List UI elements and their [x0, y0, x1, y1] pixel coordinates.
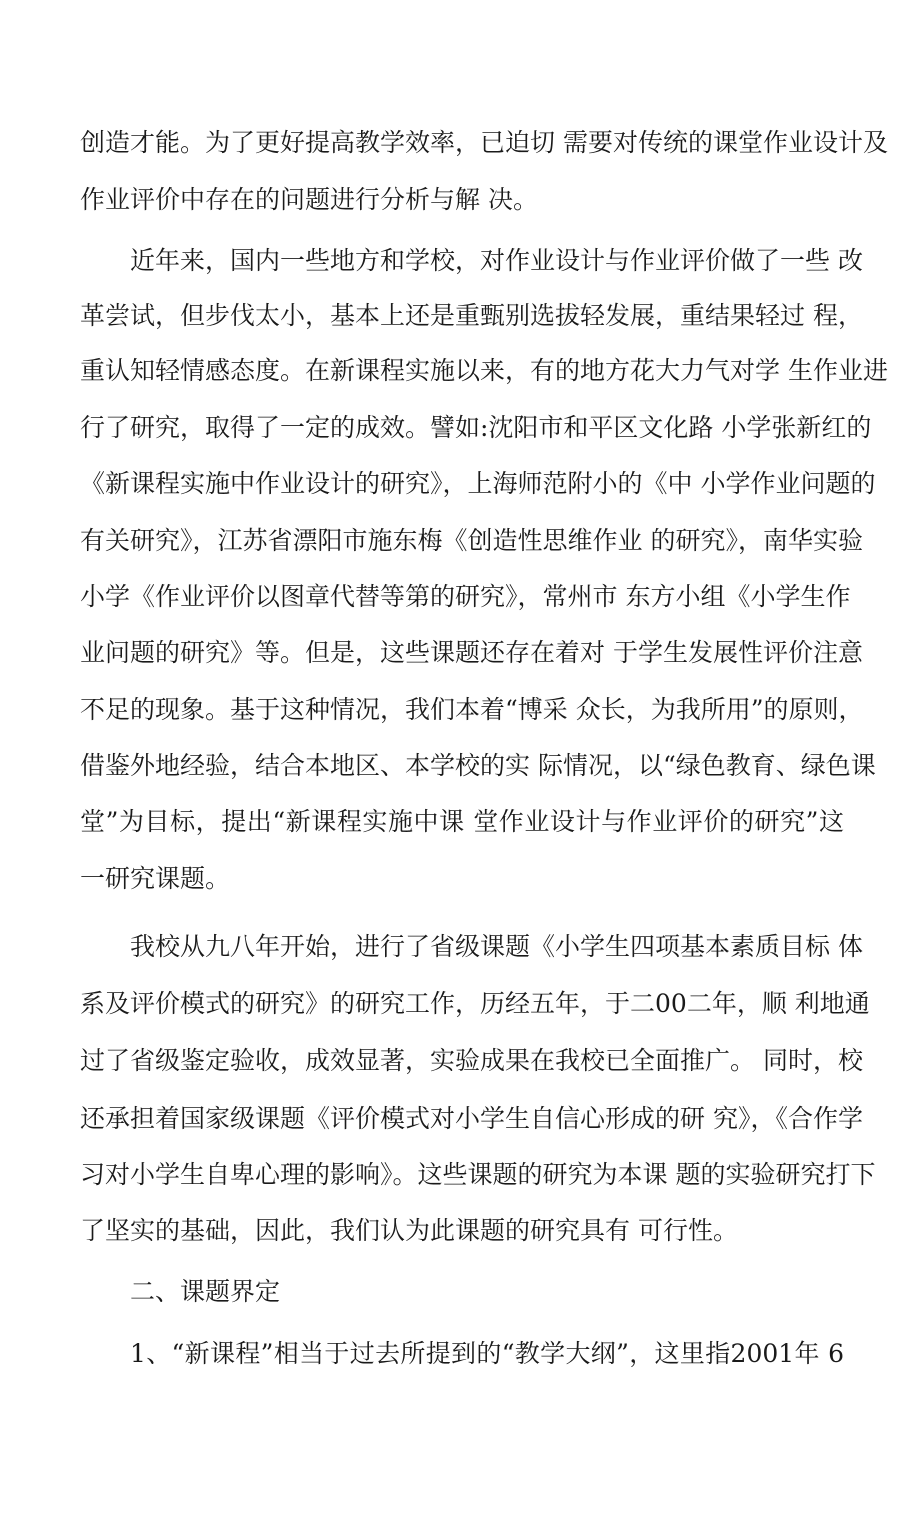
section-heading: 二、课题界定	[130, 1277, 281, 1306]
text-line: 革尝试，但步伐太小，基本上还是重甄别选拔轻发展，重结果轻过 程，	[80, 301, 863, 330]
text-line: 不足的现象。基于这种情况，我们本着“博采 众长，为我所用”的原则，	[80, 695, 864, 724]
text-line: 系及评价模式的研究》的研究工作，历经五年，于二00二年，顺 利地通	[80, 989, 870, 1018]
text-line: 小学《作业评价以图章代替等第的研究》，常州市 东方小组《小学生作	[80, 582, 851, 611]
paragraph-first-line: 近年来，国内一些地方和学校，对作业设计与作业评价做了一些 改	[130, 246, 863, 275]
text-line: 《新课程实施中作业设计的研究》，上海师范附小的《中 小学作业问题的	[80, 469, 876, 498]
text-line: 创造才能。为了更好提高教学效率，已迫切 需要对传统的课堂作业设计及	[80, 128, 888, 157]
paragraph-first-line: 我校从九八年开始，进行了省级课题《小学生四项基本素质目标 体	[130, 932, 863, 961]
text-line: 重认知轻情感态度。在新课程实施以来，有的地方花大力气对学 生作业进	[80, 356, 888, 385]
text-line: 过了省级鉴定验收，成效显著，实验成果在我校已全面推广。 同时，校	[80, 1046, 863, 1075]
paragraph-first-line: 1、“新课程”相当于过去所提到的“教学大纲”，这里指2001年 6	[130, 1339, 844, 1368]
text-line: 还承担着国家级课题《评价模式对小学生自信心形成的研 究》，《合作学	[80, 1104, 863, 1133]
text-line: 作业评价中存在的问题进行分析与解 决。	[80, 185, 538, 214]
text-line: 堂”为目标，提出“新课程实施中课 堂作业设计与作业评价的研究”这	[80, 807, 844, 836]
text-line: 业问题的研究》等。但是，这些课题还存在着对 于学生发展性评价注意	[80, 638, 863, 667]
text-line: 有关研究》，江苏省漂阳市施东梅《创造性思维作业 的研究》，南华实验	[80, 526, 863, 555]
text-line: 了坚实的基础，因此，我们认为此课题的研究具有 可行性。	[80, 1216, 738, 1245]
text-line: 习对小学生自卑心理的影响》。这些课题的研究为本课 题的实验研究打下	[80, 1160, 876, 1189]
text-line: 一研究课题。	[80, 864, 231, 893]
text-line: 借鉴外地经验，结合本地区、本学校的实 际情况，以“绿色教育、绿色课	[80, 751, 876, 780]
text-line: 行了研究，取得了一定的成效。譬如:沈阳市和平区文化路 小学张新红的	[80, 413, 872, 442]
